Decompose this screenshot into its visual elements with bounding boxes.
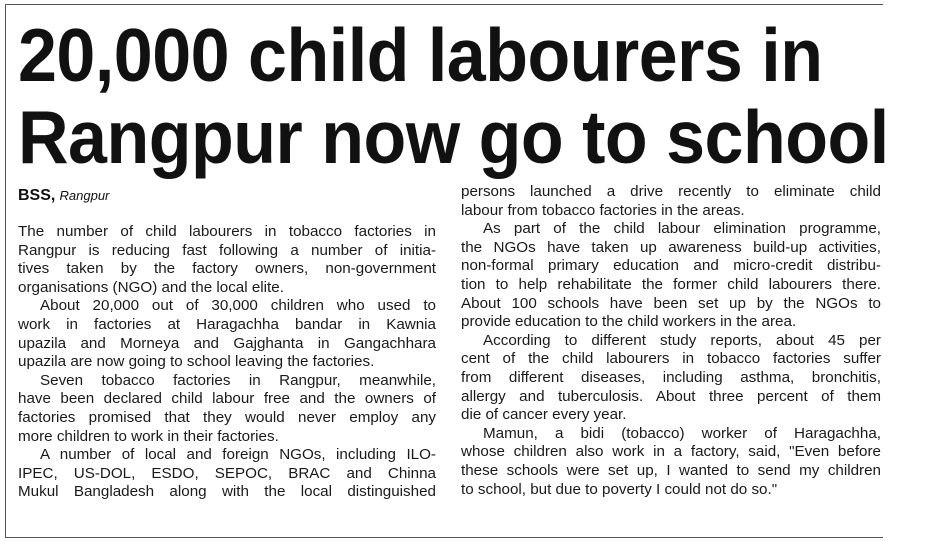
- text-line: provide education to the child workers in the area.: [461, 313, 797, 331]
- text-line: labour from tobacco factories in the areas.: [461, 201, 745, 219]
- article-paragraph: [461, 425, 881, 499]
- headline-line-1: 20,000 child labourers in: [18, 12, 823, 98]
- text-line: cent of the child labourers in tobacco factories suffer: [461, 350, 881, 368]
- text-line: factories promised that they would never employ any: [18, 408, 436, 426]
- text-line: Rangpur is reducing fast following a number of initia-: [18, 241, 436, 259]
- article-paragraph: [461, 332, 881, 425]
- text-line: The number of child labourers in tobacco factories in: [18, 223, 436, 240]
- text-line: from different diseases, including asthma, bronchitis,: [461, 368, 881, 386]
- text-line: Mamun, a bidi (tobacco) worker of Haragachha,: [483, 424, 881, 442]
- top-border-rule: [5, 4, 883, 5]
- text-line: organisations (NGO) and the local elite.: [18, 278, 284, 296]
- text-line: die of cancer every year.: [461, 406, 627, 424]
- article-column-2: [461, 183, 881, 499]
- text-line: whose children also work in a factory, said, "Even before: [461, 443, 881, 461]
- text-line: the NGOs have taken up awareness build-up activities,: [461, 238, 881, 256]
- text-line: IPEC, US-DOL, ESDO, SEPOC, BRAC and Chinna: [18, 464, 436, 482]
- article-paragraph: [461, 220, 881, 332]
- headline-line-2: Rangpur now go to school: [18, 95, 889, 180]
- text-line: allergy and tuberculosis. About three percent of them: [461, 387, 881, 405]
- text-line: upazila and Morneya and Gajghanta in Gangachhara: [18, 334, 436, 352]
- text-line: Seven tobacco factories in Rangpur, meanwhile,: [40, 371, 436, 389]
- left-border-rule: [5, 4, 6, 537]
- text-line: have been declared child labour free and the owners of: [18, 390, 436, 408]
- byline: [18, 186, 109, 206]
- text-line: According to different study reports, about 45 per: [483, 331, 881, 349]
- article-headline: [18, 14, 898, 178]
- article-column-1: [18, 223, 436, 502]
- text-line: to school, but due to poverty I could not do so.": [461, 480, 778, 498]
- article-paragraph: [18, 446, 436, 502]
- text-line: About 100 schools have been set up by the NGOs to: [461, 294, 881, 312]
- byline-agency: BSS,: [18, 187, 56, 204]
- article-paragraph: [461, 183, 881, 220]
- text-line: tion to help rehabilitate the former child labourers there.: [461, 275, 881, 293]
- text-line: A number of local and foreign NGOs, including ILO-: [40, 446, 436, 464]
- article-paragraph: [18, 223, 436, 297]
- text-line: work in factories at Haragachha bandar in Kawnia: [18, 315, 436, 333]
- text-line: more children to work in their factories.: [18, 427, 279, 445]
- text-line: tives taken by the factory owners, non-government: [18, 260, 436, 278]
- byline-place: Rangpur: [59, 188, 110, 203]
- text-line: non-formal primary education and micro-credit distribu-: [461, 257, 881, 275]
- article-paragraph: [18, 372, 436, 446]
- text-line: As part of the child labour elimination programme,: [483, 220, 881, 238]
- bottom-border-rule: [5, 537, 883, 538]
- text-line: About 20,000 out of 30,000 children who used to: [40, 297, 436, 315]
- text-line: upazila are now going to school leaving the factories.: [18, 353, 375, 371]
- article-paragraph: [18, 297, 436, 371]
- text-line: these schools were set up, I wanted to send my children: [461, 461, 881, 479]
- text-line: Mukul Bangladesh along with the local distinguished: [18, 483, 436, 501]
- text-line: persons launched a drive recently to eliminate child: [461, 183, 881, 200]
